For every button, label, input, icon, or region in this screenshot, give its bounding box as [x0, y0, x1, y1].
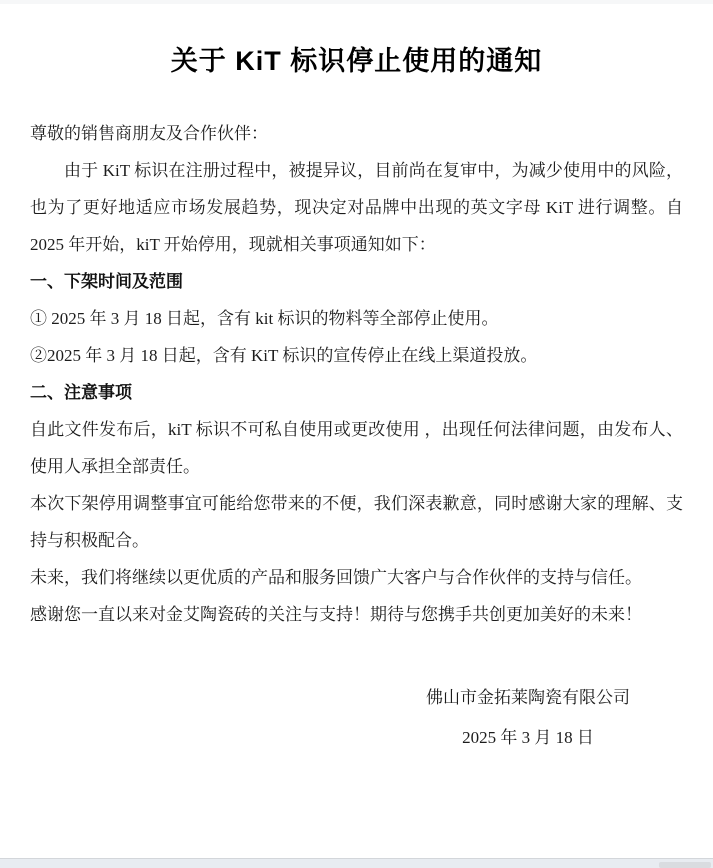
salutation: 尊敬的销售商朋友及合作伙伴：	[30, 124, 268, 143]
section2-paragraph-3: 未来，我们将继续以更优质的产品和服务回馈广大客户与合作伙伴的支持与信任。	[30, 568, 642, 587]
section2-paragraph-4: 感谢您一直以来对金艾陶瓷砖的关注与支持！期待与您携手共创更加美好的未来！	[30, 605, 642, 624]
signature-block	[393, 678, 663, 758]
section1-item-2: ②2025 年 3 月 18 日起，含有 KiT 标识的宣传停止在线上渠道投放。	[30, 346, 538, 365]
section2-heading: 二、注意事项	[30, 383, 132, 402]
horizontal-scrollbar-thumb[interactable]	[659, 862, 711, 868]
signature-date: 2025 年 3 月 18 日	[462, 728, 594, 747]
section2-paragraph-1: 自此文件发布后，kiT 标识不可私自使用或更改使用 ，出现任何法律问题，由发布人、使用人承担全部责任。	[30, 420, 683, 476]
section1-heading: 一、下架时间及范围	[30, 272, 183, 291]
section1-item-1: ① 2025 年 3 月 18 日起，含有 kit 标识的物料等全部停止使用。	[30, 309, 499, 328]
intro-paragraph: 由于 KiT 标识在注册过程中，被提异议，目前尚在复审中，为减少使用中的风险，也为了更好地适应市场发展趋势，现决定对品牌中出现的英文字母 KiT 进行调整。自 2025 年开始，kiT 开始停用，现就相关事项通知如下：	[30, 161, 683, 254]
status-bar	[0, 859, 713, 868]
signature-company: 佛山市金拓莱陶瓷有限公司	[426, 688, 630, 707]
notice-title: 关于 KiT 标识停止使用的通知	[170, 46, 543, 76]
section2-paragraph-2: 本次下架停用调整事宜可能给您带来的不便，我们深表歉意，同时感谢大家的理解、支持与积极配合。	[30, 494, 683, 550]
